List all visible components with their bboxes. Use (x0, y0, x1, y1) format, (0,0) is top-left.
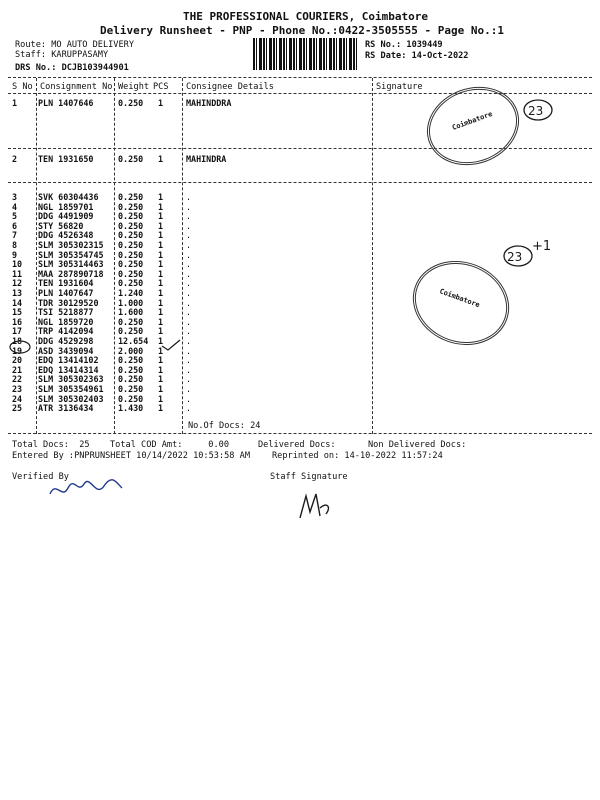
staff-signature-label: Staff Signature (270, 472, 348, 482)
svg-text:+1: +1 (532, 239, 552, 254)
row-consignment-no: DDG 4529298 (38, 336, 94, 346)
table-row (0, 202, 600, 212)
row-pcs: 1 (158, 364, 164, 375)
row-weight: 1.240 (118, 288, 144, 298)
row-weight: 0.250 (118, 211, 144, 222)
table-row (0, 278, 600, 288)
row-pcs: 1 (158, 259, 164, 270)
row-consignee: . (186, 316, 192, 327)
row-pcs: 1 (158, 307, 164, 318)
row-sno: 23 (12, 384, 23, 394)
row-pcs: 1 (158, 288, 164, 298)
row-pcs: 1 (158, 278, 164, 289)
company-title: THE PROFESSIONAL COURIERS, Coimbatore (183, 10, 429, 23)
header-rule-top (8, 77, 592, 78)
row-sno: 18 (12, 336, 23, 346)
row-pcs: 1 (158, 230, 164, 241)
table-row (0, 374, 600, 384)
row-consignment-no: EDQ 13414102 (38, 355, 99, 366)
row-weight: 0.250 (118, 278, 144, 289)
table-row (0, 307, 600, 317)
row-consignment-no: STY 56820 (38, 220, 84, 231)
stamp-center-text: Coimbatore (451, 109, 494, 132)
row-weight: 0.250 (118, 230, 144, 241)
row-sno: 3 (12, 192, 18, 202)
table-row (0, 269, 600, 279)
row-consignee: . (186, 288, 192, 298)
row-consignee: . (186, 393, 192, 404)
row-pcs: 1 (158, 249, 164, 260)
row-18-circle-mark (8, 340, 38, 354)
drs-number: DRS No.: DCJB103944901 (15, 63, 129, 73)
row-sno: 22 (12, 374, 23, 385)
row-pcs: 1 (158, 374, 164, 385)
row-sno: 4 (12, 201, 18, 212)
row-consignee: . (186, 259, 192, 270)
row-sno: 19 (12, 345, 23, 356)
verified-signature-scrawl (46, 474, 126, 504)
row-sno: 13 (12, 288, 23, 298)
col-sno: S No (12, 82, 33, 92)
row-weight: 0.250 (118, 384, 144, 394)
row-weight: 0.250 (118, 249, 144, 260)
row-consignee: . (186, 220, 192, 231)
row-rule (8, 182, 592, 183)
row-consignment-no: DDG 4526348 (38, 230, 94, 241)
row-pcs: 1 (158, 268, 164, 279)
row-consignee: . (186, 230, 192, 241)
verified-by-label: Verified By (12, 472, 69, 482)
row-sno: 24 (12, 393, 23, 404)
stamp-center-text: Coimbatore (438, 287, 481, 310)
runsheet-subtitle: Delivery Runsheet - PNP - Phone No.:0422-3505555 - Page No.:1 (100, 24, 504, 37)
row-pcs: 1 (158, 326, 164, 337)
row-pcs: 1 (158, 384, 164, 394)
row-pcs: 1 (158, 393, 164, 404)
total-cod: Total COD Amt: 0.00 (110, 440, 229, 450)
row-consignee: . (186, 278, 192, 289)
row-consignment-no: PLN 1407646 (38, 98, 94, 108)
row-sno: 2 (12, 154, 18, 164)
rs-date: RS Date: 14-Oct-2022 (365, 51, 469, 61)
row-weight: 0.250 (118, 268, 144, 279)
row-weight: 0.250 (118, 355, 144, 366)
col-consignment: Consignment No (40, 82, 113, 92)
row-consignee: . (186, 384, 192, 394)
row-sno: 14 (12, 297, 23, 308)
row-consignment-no: TRP 4142094 (38, 326, 94, 337)
table-row (0, 384, 600, 394)
rs-number: RS No.: 1039449 (365, 40, 443, 50)
row-consignee: . (186, 403, 192, 414)
table-row (0, 211, 600, 221)
row-sno: 8 (12, 240, 18, 250)
row-weight: 0.250 (118, 220, 144, 231)
row-consignment-no: SLM 305354745 (38, 249, 104, 260)
row-sno: 12 (12, 278, 23, 289)
row-consignee: MAHINDDRA (186, 98, 232, 108)
row-consignment-no: PLN 1407647 (38, 288, 94, 298)
row-pcs: 1 (158, 201, 164, 212)
row-sno: 9 (12, 249, 18, 260)
row-weight: 0.250 (118, 393, 144, 404)
entered-by: Entered By :PNPRUNSHEET 10/14/2022 10:53:58 AM (12, 451, 250, 461)
table-row (0, 192, 600, 202)
row-consignee: . (186, 268, 192, 279)
row-pcs: 1 (158, 336, 164, 346)
row-consignment-no: TSI 5218877 (38, 307, 94, 318)
row-weight: 1.600 (118, 307, 144, 318)
row-consignment-no: SVK 60304436 (38, 192, 99, 202)
non-delivered-docs: Non Delivered Docs: (368, 440, 467, 450)
row-sno: 15 (12, 307, 23, 318)
row-weight: 2.000 (118, 345, 144, 356)
delivered-docs: Delivered Docs: (258, 440, 336, 450)
table-rule-bottom (8, 433, 592, 434)
row-consignment-no: DDG 4491909 (38, 211, 94, 222)
svg-text:23: 23 (528, 104, 544, 118)
table-row (0, 317, 600, 327)
table-row (0, 298, 600, 308)
row-consignment-no: SLM 305354961 (38, 384, 104, 394)
row-consignee: . (186, 211, 192, 222)
row-pcs: 1 (158, 98, 164, 108)
table-row (0, 336, 600, 346)
row-sno: 1 (12, 98, 18, 108)
row-sno: 17 (12, 326, 23, 337)
row-sno: 6 (12, 220, 18, 231)
table-row (0, 154, 600, 164)
staff-label: Staff: KARUPPASAMY (15, 50, 109, 60)
row-consignment-no: TEN 1931604 (38, 278, 94, 289)
row-consignment-no: TEN 1931650 (38, 154, 94, 164)
row-consignee: . (186, 336, 192, 346)
table-row (0, 394, 600, 404)
row-weight: 0.250 (118, 374, 144, 385)
col-signature: Signature (376, 82, 423, 92)
row-consignment-no: ASD 3439094 (38, 345, 94, 356)
row-weight: 0.250 (118, 154, 144, 164)
row-weight: 0.250 (118, 316, 144, 327)
table-row (0, 346, 600, 356)
row-sno: 16 (12, 316, 23, 327)
handwritten-count-23 (520, 98, 560, 124)
col-consignee: Consignee Details (186, 82, 274, 92)
row-weight: 0.250 (118, 240, 144, 250)
row-consignment-no: SLM 305302363 (38, 374, 104, 385)
row-consignee: . (186, 192, 192, 202)
barcode (253, 38, 359, 70)
row-weight: 0.250 (118, 364, 144, 375)
table-row (0, 365, 600, 375)
row-weight: 0.250 (118, 192, 144, 202)
row-consignment-no: SLM 305302315 (38, 240, 104, 250)
row-pcs: 1 (158, 403, 164, 414)
row-consignee: . (186, 345, 192, 356)
row-consignment-no: NGL 1859720 (38, 316, 94, 327)
row-sno: 25 (12, 403, 23, 414)
row-consignee: . (186, 249, 192, 260)
col-weight: Weight (118, 82, 150, 92)
table-row (0, 221, 600, 231)
row-consignee: . (186, 240, 192, 250)
row-pcs: 1 (158, 355, 164, 366)
reprinted-on: Reprinted on: 14-10-2022 11:57:24 (272, 451, 443, 461)
row-pcs: 1 (158, 316, 164, 327)
table-row (0, 326, 600, 336)
row-sno: 7 (12, 230, 18, 241)
col-pcs: PCS (153, 82, 169, 92)
table-row (0, 288, 600, 298)
row-consignee: . (186, 201, 192, 212)
row-consignee: . (186, 355, 192, 366)
row-consignment-no: ATR 3136434 (38, 403, 94, 414)
row-sno: 20 (12, 355, 23, 366)
row-pcs: 1 (158, 220, 164, 231)
row-pcs: 1 (158, 154, 164, 164)
row-consignee: . (186, 374, 192, 385)
row-sno: 21 (12, 364, 23, 375)
table-row (0, 403, 600, 413)
tick-mark (160, 338, 184, 352)
route-label: Route: MO AUTO DELIVERY (15, 40, 134, 50)
svg-text:23: 23 (507, 250, 523, 264)
row-weight: 12.654 (118, 336, 149, 346)
row-pcs: 1 (158, 211, 164, 222)
row-pcs: 1 (158, 192, 164, 202)
row-sno: 11 (12, 268, 23, 279)
no-of-docs: No.Of Docs: 24 (188, 421, 261, 431)
row-consignment-no: SLM 305314463 (38, 259, 104, 270)
row-sno: 10 (12, 259, 23, 270)
staff-signature-scrawl (296, 490, 336, 524)
row-weight: 1.430 (118, 403, 144, 414)
row-weight: 0.250 (118, 201, 144, 212)
row-consignment-no: EDQ 13414314 (38, 364, 99, 375)
row-pcs: 1 (158, 297, 164, 308)
row-weight: 0.250 (118, 326, 144, 337)
row-consignee: MAHINDRA (186, 154, 227, 164)
row-consignee: . (186, 326, 192, 337)
row-consignment-no: NGL 1859701 (38, 201, 94, 212)
row-pcs: 1 (158, 345, 164, 356)
row-consignee: . (186, 307, 192, 318)
row-consignment-no: MAA 287890718 (38, 268, 104, 279)
row-consignee: . (186, 297, 192, 308)
row-weight: 0.250 (118, 98, 144, 108)
table-row (0, 355, 600, 365)
row-pcs: 1 (158, 240, 164, 250)
row-sno: 5 (12, 211, 18, 222)
row-weight: 1.000 (118, 297, 144, 308)
row-consignment-no: TDR 30129520 (38, 297, 99, 308)
row-weight: 0.250 (118, 259, 144, 270)
total-docs: Total Docs: 25 (12, 440, 90, 450)
row-consignee: . (186, 364, 192, 375)
row-consignment-no: SLM 305302403 (38, 393, 104, 404)
handwritten-count-23-plus-1 (500, 232, 560, 268)
